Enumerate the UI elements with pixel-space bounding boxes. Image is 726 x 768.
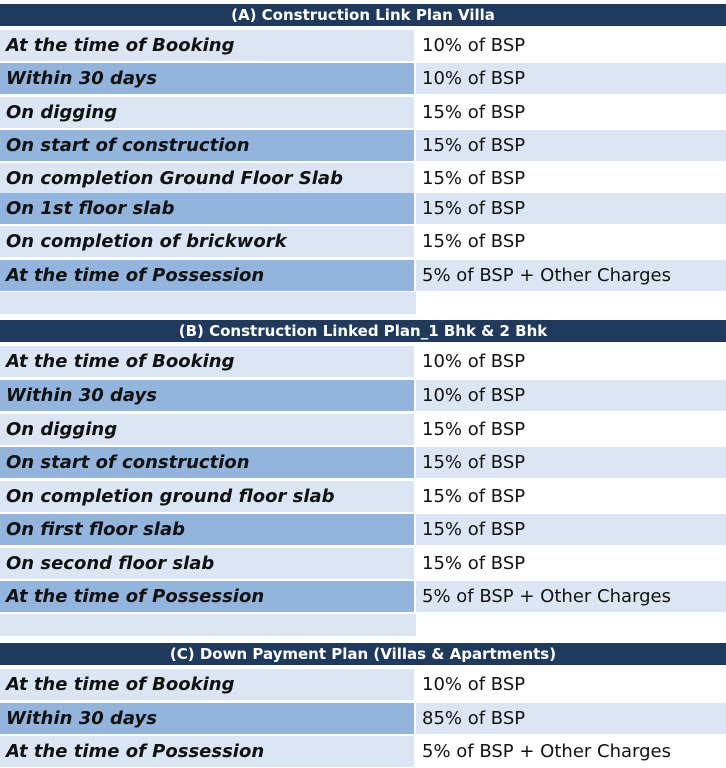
table-row [0, 346, 726, 377]
stage-label: At the time of Possession [0, 260, 416, 291]
payment-value: 15% of BSP [416, 514, 726, 545]
stage-label: On start of construction [0, 447, 416, 478]
table-row [0, 414, 726, 445]
table-row [0, 226, 726, 257]
payment-value: 15% of BSP [416, 548, 726, 579]
payment-value: 5% of BSP + Other Charges [416, 736, 726, 767]
payment-value: 85% of BSP [416, 703, 726, 734]
stage-label: On completion Ground Floor Slab [0, 163, 416, 194]
stage-label: On second floor slab [0, 548, 416, 579]
plan-a-title: (A) Construction Link Plan Villa [0, 4, 726, 26]
stage-label: Within 30 days [0, 703, 416, 734]
stage-label: At the time of Booking [0, 669, 416, 700]
stage-label: On completion ground floor slab [0, 481, 416, 512]
table-row [0, 130, 726, 161]
plan-b-title: (B) Construction Linked Plan_1 Bhk & 2 Bhk [0, 320, 726, 342]
stage-label: Within 30 days [0, 380, 416, 411]
table-row [0, 581, 726, 612]
blank-row [0, 292, 726, 314]
stage-label: On digging [0, 414, 416, 445]
stage-label: At the time of Booking [0, 30, 416, 61]
payment-value: 10% of BSP [416, 30, 726, 61]
stage-label: On first floor slab [0, 514, 416, 545]
payment-value: 15% of BSP [416, 130, 726, 161]
stage-label: At the time of Possession [0, 736, 416, 767]
payment-value: 5% of BSP + Other Charges [416, 581, 726, 612]
payment-value: 10% of BSP [416, 63, 726, 94]
payment-value: 15% of BSP [416, 97, 726, 128]
stage-label: At the time of Possession [0, 581, 416, 612]
table-row [0, 380, 726, 411]
payment-value: 5% of BSP + Other Charges [416, 260, 726, 291]
stage-label: On completion of brickwork [0, 226, 416, 257]
table-row [0, 63, 726, 94]
stage-label: On 1st floor slab [0, 193, 416, 224]
payment-value: 10% of BSP [416, 380, 726, 411]
payment-value: 10% of BSP [416, 669, 726, 700]
table-row [0, 260, 726, 291]
stage-label: On digging [0, 97, 416, 128]
table-row [0, 193, 726, 224]
table-row [0, 481, 726, 512]
stage-label: At the time of Booking [0, 346, 416, 377]
table-row [0, 514, 726, 545]
table-row [0, 736, 726, 767]
payment-value: 15% of BSP [416, 193, 726, 224]
payment-value: 10% of BSP [416, 346, 726, 377]
table-row [0, 447, 726, 478]
table-row [0, 97, 726, 128]
table-row [0, 548, 726, 579]
table-row [0, 163, 726, 194]
plan-c-title: (C) Down Payment Plan (Villas & Apartments) [0, 643, 726, 665]
stage-label: Within 30 days [0, 63, 416, 94]
payment-value: 15% of BSP [416, 481, 726, 512]
table-row [0, 703, 726, 734]
payment-value: 15% of BSP [416, 226, 726, 257]
payment-value: 15% of BSP [416, 414, 726, 445]
table-row [0, 30, 726, 61]
payment-value: 15% of BSP [416, 447, 726, 478]
payment-value: 15% of BSP [416, 163, 726, 194]
blank-row [0, 614, 726, 636]
table-row [0, 669, 726, 700]
stage-label: On start of construction [0, 130, 416, 161]
